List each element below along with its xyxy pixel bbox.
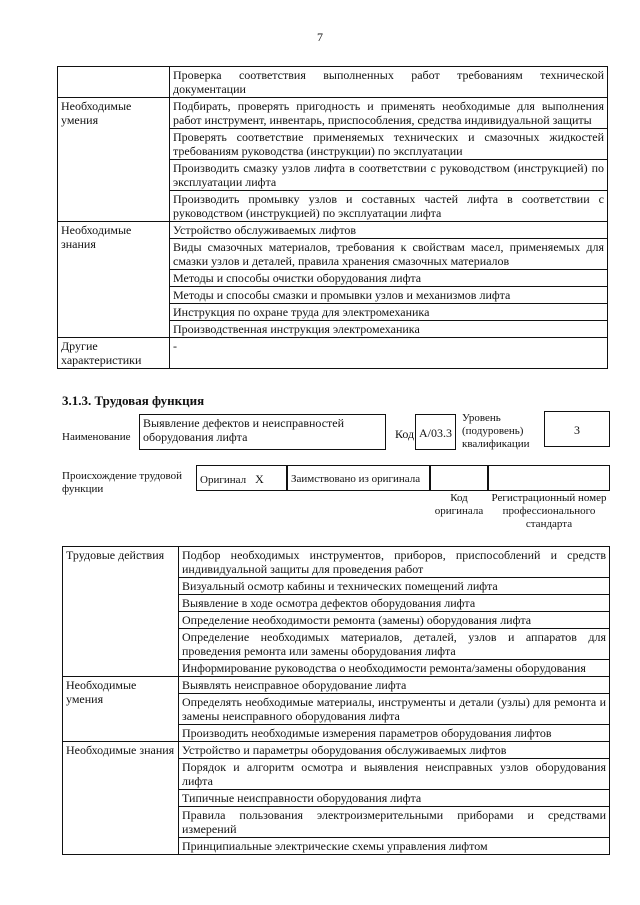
reg-number-cell bbox=[488, 465, 610, 491]
code-original-label: Код оригинала bbox=[434, 492, 484, 517]
row-item: Инструкция по охране труда для электромеханика bbox=[170, 304, 608, 321]
original-cell bbox=[196, 465, 287, 491]
row-label: Трудовые действия bbox=[63, 547, 179, 677]
row-item: Производственная инструкция электромеханика bbox=[170, 321, 608, 338]
function-name-box: Выявление дефектов и неисправностей оборудования лифта bbox=[139, 414, 386, 450]
row-label: Необходимые умения bbox=[58, 98, 170, 222]
row-item: Порядок и алгоритм осмотра и выявления неисправных узлов оборудования лифта bbox=[179, 759, 610, 790]
row-item: Устройство обслуживаемых лифтов bbox=[170, 222, 608, 239]
row-item: Принципиальные электрические схемы управления лифтом bbox=[179, 838, 610, 855]
skills-knowledge-table bbox=[57, 66, 608, 369]
row-label bbox=[58, 67, 170, 98]
original-label: Оригинал bbox=[200, 474, 247, 486]
borrowed-cell: Заимствовано из оригинала bbox=[287, 465, 430, 491]
row-item: Информирование руководства о необходимости ремонта/замены оборудования bbox=[179, 660, 610, 677]
section-heading: 3.1.3. Трудовая функция bbox=[62, 393, 205, 408]
row-item: Выявлять неисправное оборудование лифта bbox=[179, 677, 610, 694]
row-item: Визуальный осмотр кабины и технических помещений лифта bbox=[179, 578, 610, 595]
row-label: Необходимые умения bbox=[63, 677, 179, 742]
row-item: Методы и способы смазки и промывки узлов и механизмов лифта bbox=[170, 287, 608, 304]
table-row bbox=[58, 222, 608, 239]
row-item: Производить смазку узлов лифта в соответствии с руководством (инструкцией) по эксплуатации лифта bbox=[170, 160, 608, 191]
table-row bbox=[58, 67, 608, 98]
row-item: Правила пользования электроизмерительными приборами и средствами измерений bbox=[179, 807, 610, 838]
row-item: Выявление в ходе осмотра дефектов оборудования лифта bbox=[179, 595, 610, 612]
table-row bbox=[58, 338, 608, 369]
table-row bbox=[63, 547, 610, 578]
labor-actions-table bbox=[62, 546, 610, 855]
row-item: Устройство и параметры оборудования обслуживаемых лифтов bbox=[179, 742, 610, 759]
row-item: Виды смазочных материалов, требования к свойствам масел, применяемых для смазки узлов и деталей, правила хранения смазочных материалов bbox=[170, 239, 608, 270]
row-item: Производить промывку узлов и составных частей лифта в соответствии с руководством (инструкцией) по эксплуатации лифта bbox=[170, 191, 608, 222]
table-row bbox=[63, 677, 610, 694]
row-item: Проверка соответствия выполненных работ требованиям технической документации bbox=[170, 67, 608, 98]
original-mark: X bbox=[255, 472, 264, 486]
row-item: Определять необходимые материалы, инструменты и детали (узлы) для ремонта и замены неисправного оборудования лифта bbox=[179, 694, 610, 725]
table-row bbox=[58, 98, 608, 129]
row-item: Подбор необходимых инструментов, приборов, приспособлений и средств индивидуальной защиты для проведения работ bbox=[179, 547, 610, 578]
code-value-box: А/03.3 bbox=[415, 414, 456, 450]
row-item: Определение необходимости ремонта (замены) оборудования лифта bbox=[179, 612, 610, 629]
row-item: Типичные неисправности оборудования лифта bbox=[179, 790, 610, 807]
row-label: Необходимые знания bbox=[63, 742, 179, 855]
origin-label: Происхождение трудовой функции bbox=[62, 470, 183, 495]
row-label: Необходимые знания bbox=[58, 222, 170, 338]
row-item: Определение необходимых материалов, деталей, узлов и аппаратов для проведения ремонта или замены оборудования лифта bbox=[179, 629, 610, 660]
qualification-level-value: 3 bbox=[544, 411, 610, 447]
qualification-level-label: Уровень (подуровень) квалификации bbox=[462, 412, 530, 450]
row-label: Другие характеристики bbox=[58, 338, 170, 369]
row-item: Проверять соответствие применяемых технических и смазочных жидкостей требованиям руководства (инструкции) по эксплуатации bbox=[170, 129, 608, 160]
row-item: Производить необходимые измерения параметров оборудования лифтов bbox=[179, 725, 610, 742]
row-item: Методы и способы очистки оборудования лифта bbox=[170, 270, 608, 287]
row-item: Подбирать, проверять пригодность и применять необходимые для выполнения работ инструмент, инвентарь, приспособления, средства индивидуальной защиты bbox=[170, 98, 608, 129]
code-original-cell bbox=[430, 465, 488, 491]
reg-number-label: Регистрационный номер профессионального стандарта bbox=[491, 492, 607, 530]
table-row bbox=[63, 742, 610, 759]
name-label: Наименование bbox=[62, 431, 131, 443]
row-item: - bbox=[170, 338, 608, 369]
code-label: Код bbox=[395, 427, 415, 441]
page-number: 7 bbox=[317, 30, 323, 44]
